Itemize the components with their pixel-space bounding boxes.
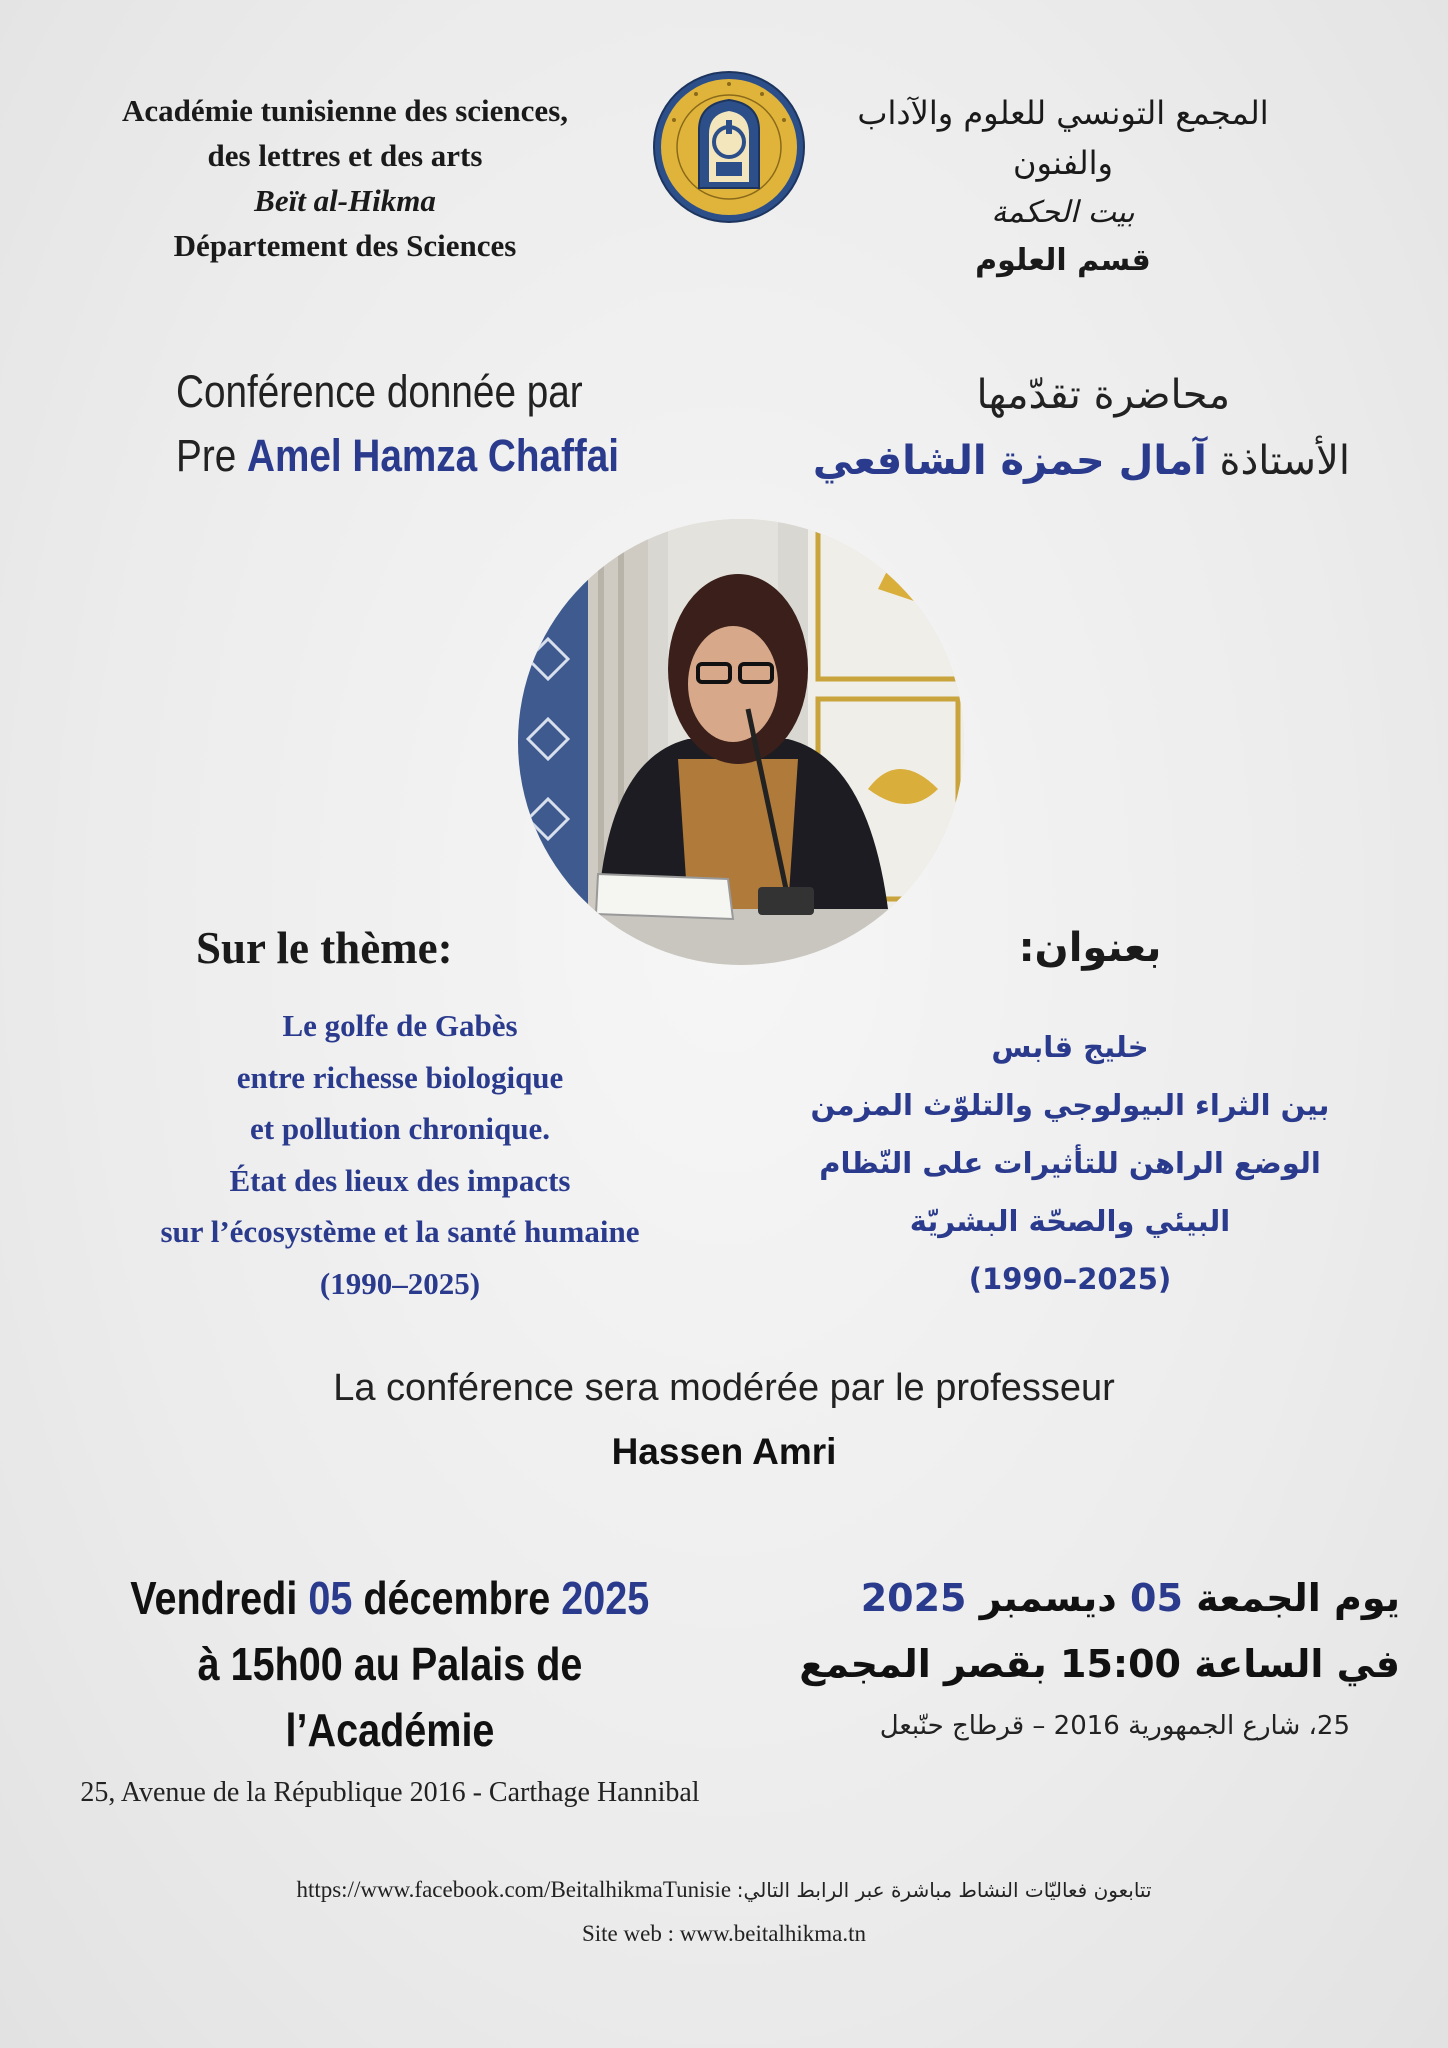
event-day-arabic: يوم الجمعة [1196, 1576, 1400, 1620]
academy-emblem-icon [652, 70, 806, 224]
speaker-name: Amel Hamza Chaffai [246, 430, 620, 481]
theme-line: sur l’écosystème et la santé humaine [160, 1214, 640, 1249]
theme-years: (1990–2025) [319, 1265, 481, 1301]
event-day: Vendredi [130, 1572, 298, 1624]
event-day-number-arabic: 05 [1130, 1576, 1183, 1620]
event-month-arabic: ديسمبر [979, 1576, 1117, 1620]
theme-line-arabic: بين الثراء البيولوجي والتلوّث المزمن [810, 1088, 1330, 1122]
speaker-name-arabic: آمال حمزة الشافعي [812, 438, 1207, 484]
theme-line: Le golfe de Gabès [282, 1008, 518, 1043]
theme-line-arabic: الوضع الراهن للتأثيرات على النّظام [819, 1146, 1321, 1180]
academy-name-line2: des lettres et des arts [207, 138, 483, 173]
website-link[interactable]: www.beitalhikma.tn [679, 1921, 867, 1946]
event-day-number: 05 [308, 1572, 353, 1624]
event-venue-arabic: بقصر المجمع [799, 1642, 1047, 1686]
theme-arabic [780, 1018, 1360, 1308]
event-time-prefix-arabic: في الساعة [1194, 1642, 1400, 1686]
theme-years-arabic: (2025–1990) [968, 1262, 1172, 1296]
theme-french [100, 1000, 700, 1309]
beit-al-hikma-calligraphy: بيت الحكمة [991, 195, 1135, 230]
event-year: 2025 [561, 1572, 650, 1624]
event-time-venue: à 15h00 au Palais de l’Académie [197, 1638, 583, 1756]
speaker-french [176, 360, 658, 488]
academy-name-line3: Beït al-Hikma [254, 183, 436, 218]
speaker-arabic [730, 362, 1350, 494]
facebook-link[interactable]: https://www.facebook.com/BeitalhikmaTunisie [296, 1877, 732, 1902]
footer [0, 1868, 1448, 1956]
event-address-arabic: 25، شارع الجمهورية 2016 – قرطاج حنّبعل [879, 1711, 1350, 1741]
header-arabic [828, 88, 1298, 284]
theme-line: et pollution chronique. [249, 1111, 550, 1146]
theme-heading: Sur le thème: [196, 923, 453, 973]
event-year-arabic: 2025 [860, 1576, 967, 1620]
speaker-title-arabic: الأستاذة [1219, 438, 1350, 484]
theme-line: entre richesse biologique [236, 1059, 564, 1095]
speaker-photo [518, 519, 964, 965]
theme-line-arabic: خليج قابس [991, 1030, 1149, 1064]
site-label: Site web : [581, 1921, 680, 1946]
academy-name-arabic: المجمع التونسي للعلوم والآداب والفنون [857, 94, 1269, 182]
moderator-intro: La conférence sera modérée par le professeur [333, 1367, 1115, 1409]
follow-text-arabic: تتابعون فعاليّات النشاط مباشرة عبر الرابط التالي: [736, 1878, 1152, 1902]
department-name-arabic: قسم العلوم [975, 243, 1151, 278]
conference-intro: Conférence donnée par [176, 366, 583, 417]
event-date-arabic [780, 1565, 1400, 1755]
event-month: décembre [363, 1572, 551, 1624]
moderator-name: Hassen Amri [611, 1431, 837, 1472]
moderator [0, 1360, 1448, 1488]
header-french [60, 88, 630, 268]
department-name: Département des Sciences [173, 228, 517, 263]
theme-line-arabic: البيئي والصحّة البشريّة [909, 1204, 1231, 1238]
event-address: 25, Avenue de la République 2016 - Carthage Hannibal [80, 1777, 700, 1808]
theme-line: État des lieux des impacts [229, 1162, 571, 1198]
conference-intro-arabic: محاضرة تقدّمها [976, 372, 1230, 418]
speaker-title: Pre [176, 430, 237, 481]
academy-name-line1: Académie tunisienne des sciences, [121, 93, 569, 128]
theme-heading-arabic: بعنوان: [1018, 925, 1162, 971]
event-time-arabic: 15:00 [1060, 1642, 1181, 1686]
event-date-french [40, 1565, 740, 1823]
